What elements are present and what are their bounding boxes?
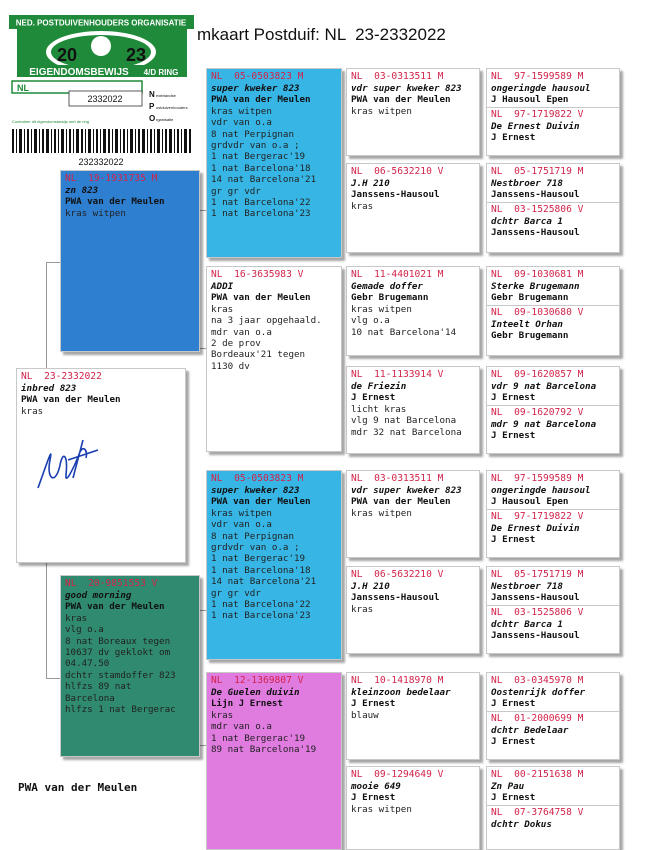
breeder-name: Gebr Brugemann bbox=[351, 292, 429, 304]
pedigree-card-g4[interactable] bbox=[486, 366, 620, 454]
pedigree-card-g3[interactable] bbox=[346, 163, 480, 253]
breeder-name: J Ernest bbox=[351, 792, 396, 804]
pigeon-name: Nestbroer 718 bbox=[491, 178, 563, 189]
breeder-name: J Ernest bbox=[351, 698, 396, 710]
pigeon-note: 1 nat Barcelona'23 bbox=[211, 610, 311, 622]
ring-number: NL 16-3635983 V bbox=[211, 269, 304, 280]
breeder-name: PWA van der Meulen bbox=[21, 394, 121, 406]
pigeon-note: 1 nat Barcelona'22 bbox=[211, 197, 311, 209]
breeder-name: Gebr Brugemann bbox=[491, 330, 569, 342]
ring-number: NL 05-0503823 M bbox=[211, 473, 304, 484]
pigeon-note: Barcelona bbox=[65, 692, 115, 704]
logo-org-name: NED. POSTDUIVENHOUDERS ORGANISATIE bbox=[15, 18, 187, 28]
pedigree-card-g3[interactable] bbox=[346, 766, 480, 850]
ring-number: NL 97-1719822 V bbox=[491, 510, 584, 522]
pedigree-card-mm[interactable] bbox=[206, 672, 342, 850]
pedigree-card-g3[interactable] bbox=[346, 68, 480, 156]
pigeon-note: kras witpen bbox=[351, 803, 412, 815]
ring-number: NL 97-1719822 V bbox=[491, 108, 584, 120]
pigeon-name: ongeringde hausoul bbox=[491, 83, 591, 94]
pigeon-note: 8 nat Perpignan bbox=[211, 530, 294, 542]
ring-number: NL 97-1599589 M bbox=[491, 71, 584, 82]
eigendomsbewijs-logo bbox=[9, 15, 194, 173]
signature bbox=[28, 430, 108, 500]
pedigree-card-g4[interactable] bbox=[486, 470, 620, 558]
pedigree-card-g3[interactable] bbox=[346, 266, 480, 356]
pigeon-note: 1 nat Bergerac'19 bbox=[211, 553, 306, 565]
pigeon-note: kras bbox=[65, 612, 88, 624]
logo-year-left: 20 bbox=[56, 45, 78, 65]
pigeon-note: 1 nat Bergerac'19 bbox=[211, 732, 306, 744]
pigeon-note: 10 nat Barcelona'14 bbox=[351, 326, 457, 338]
ring-number: NL 23-2332022 bbox=[21, 371, 102, 382]
barcode bbox=[12, 129, 191, 153]
card-divider bbox=[487, 107, 619, 108]
pedigree-card-mf[interactable] bbox=[206, 470, 342, 660]
pedigree-card-g3[interactable] bbox=[346, 366, 480, 454]
pedigree-card-g4[interactable] bbox=[486, 766, 620, 850]
breeder-name: PWA van der Meulen bbox=[211, 292, 311, 304]
pigeon-note: vlg 9 nat Barcelona bbox=[351, 415, 457, 427]
pigeon-name: Inteelt Orhan bbox=[491, 318, 563, 330]
pigeon-name: Oostenrijk doffer bbox=[491, 687, 586, 698]
pedigree-card-g3[interactable] bbox=[346, 672, 480, 760]
ring-number: NL 07-3764758 V bbox=[491, 806, 584, 818]
connector-line bbox=[46, 548, 47, 678]
pedigree-card-fm[interactable] bbox=[206, 266, 342, 452]
ring-number: NL 12-1369807 V bbox=[211, 675, 304, 686]
pigeon-note: 89 nat Barcelona'19 bbox=[211, 744, 317, 756]
breeder-name: J Ernest bbox=[491, 698, 536, 710]
pigeon-note: kras bbox=[211, 303, 234, 315]
pigeon-note: kras bbox=[351, 603, 374, 615]
pigeon-note: kras bbox=[21, 405, 44, 417]
breeder-name: J Ernest bbox=[491, 736, 536, 748]
ring-number: NL 11-4401021 M bbox=[351, 269, 444, 280]
pigeon-note: 8 nat Perpignan bbox=[211, 128, 294, 140]
pigeon-note: dchtr stamdoffer 823 bbox=[65, 669, 176, 681]
card-divider bbox=[487, 202, 619, 203]
pedigree-card-g4[interactable] bbox=[486, 672, 620, 760]
pigeon-note: Bordeaux'21 tegen bbox=[211, 349, 306, 361]
ring-number: NL 03-0345970 M bbox=[491, 675, 584, 686]
pigeon-note: blauw bbox=[351, 709, 379, 721]
logo-npo-n: ederlandse bbox=[156, 93, 176, 98]
card-divider bbox=[487, 305, 619, 306]
pigeon-note: 1 nat Bergerac'19 bbox=[211, 151, 306, 163]
pigeon-note: kras witpen bbox=[351, 303, 412, 315]
pedigree-card-father[interactable] bbox=[60, 170, 200, 352]
pigeon-name: dchtr Barca 1 bbox=[491, 215, 563, 227]
ring-number: NL 06-5632210 V bbox=[351, 569, 444, 580]
pigeon-note: 8 nat Boreaux tegen bbox=[65, 635, 171, 647]
pigeon-name: super kweker 823 bbox=[211, 83, 300, 94]
pigeon-name: super kweker 823 bbox=[211, 485, 300, 496]
pigeon-name: de Friezin bbox=[351, 381, 407, 392]
pigeon-name: Sterke Brugemann bbox=[491, 281, 580, 292]
owner-footer: PWA van der Meulen bbox=[18, 781, 138, 794]
connector-line bbox=[46, 262, 47, 372]
breeder-name: J Hausoul Epen bbox=[491, 94, 569, 106]
pigeon-name: De Guelen duivin bbox=[211, 687, 300, 698]
pigeon-name: inbred 823 bbox=[21, 383, 77, 394]
ring-number: NL 06-5632210 V bbox=[351, 166, 444, 177]
pigeon-note: hlfzs 1 nat Bergerac bbox=[65, 704, 176, 716]
pedigree-card-g4[interactable] bbox=[486, 266, 620, 356]
breeder-name: J Ernest bbox=[491, 392, 536, 404]
pigeon-note: 14 nat Barcelona'21 bbox=[211, 174, 317, 186]
pigeon-note: kras witpen bbox=[65, 207, 126, 219]
pigeon-note: 10637 dv geklokt om bbox=[65, 647, 171, 659]
pigeon-note: 1 nat Barcelona'18 bbox=[211, 564, 311, 576]
ring-number: NL 01-2000699 M bbox=[491, 712, 584, 724]
logo-npo-o: rganisatie bbox=[156, 117, 174, 122]
breeder-name: PWA van der Meulen bbox=[351, 496, 451, 508]
pigeon-note: gr gr vdr bbox=[211, 587, 261, 599]
ring-number: NL 09-1294649 V bbox=[351, 769, 444, 780]
breeder-name: Janssens-Hausoul bbox=[491, 227, 580, 239]
pedigree-card-g4[interactable] bbox=[486, 68, 620, 156]
svg-text:O: O bbox=[149, 114, 156, 123]
pigeon-note: mdr 32 nat Barcelona bbox=[351, 426, 462, 438]
pigeon-name: ADDI bbox=[211, 281, 234, 292]
pigeon-note: gr gr vdr bbox=[211, 185, 261, 197]
card-divider bbox=[487, 711, 619, 712]
pigeon-note: kras witpen bbox=[351, 105, 412, 117]
pigeon-note: 1130 dv bbox=[211, 360, 250, 372]
breeder-name: PWA van der Meulen bbox=[351, 94, 451, 106]
breeder-name: Janssens-Hausoul bbox=[491, 189, 580, 201]
ring-number: NL 05-1751719 M bbox=[491, 166, 584, 177]
breeder-name: Janssens-Hausoul bbox=[351, 189, 440, 201]
logo-graphic bbox=[9, 15, 194, 173]
breeder-name: PWA van der Meulen bbox=[65, 196, 165, 208]
breeder-name: Janssens-Hausoul bbox=[491, 592, 580, 604]
pigeon-name: dchtr Dokus bbox=[491, 818, 552, 830]
pigeon-note: 1 nat Barcelona'22 bbox=[211, 599, 311, 611]
page-title: mkaart Postduif: NL 23-2332022 bbox=[197, 25, 446, 44]
pigeon-name: De Ernest Duivin bbox=[491, 120, 580, 132]
pigeon-name: dchtr Bedelaar bbox=[491, 724, 569, 736]
pigeon-note: mdr van o.a bbox=[211, 721, 272, 733]
pigeon-note: kras witpen bbox=[211, 507, 272, 519]
ring-number: NL 09-1030681 M bbox=[491, 269, 584, 280]
ring-number: NL 19-1931735 M bbox=[65, 173, 158, 184]
ring-number: NL 09-1030680 V bbox=[491, 306, 584, 318]
pedigree-card-g4[interactable] bbox=[486, 163, 620, 253]
pigeon-note: 1 nat Barcelona'18 bbox=[211, 162, 311, 174]
pigeon-note: na 3 jaar opgehaald. bbox=[211, 315, 322, 327]
ring-number: NL 05-0503823 M bbox=[211, 71, 304, 82]
connector-line bbox=[46, 262, 60, 263]
pigeon-note: grdvdr van o.a ; bbox=[211, 140, 300, 152]
svg-text:N: N bbox=[149, 90, 155, 99]
pigeon-note: kras bbox=[351, 200, 374, 212]
breeder-name: PWA van der Meulen bbox=[65, 601, 165, 613]
pigeon-note: 04.47.50 bbox=[65, 658, 110, 670]
pigeon-note: 2 de prov bbox=[211, 338, 261, 350]
pigeon-name: dchtr Barca 1 bbox=[491, 618, 563, 630]
pigeon-name: Gemade doffer bbox=[351, 281, 423, 292]
pigeon-name: kleinzoon bedelaar bbox=[351, 687, 451, 698]
pigeon-name: J.H 210 bbox=[351, 178, 390, 189]
pigeon-note: mdr van o.a bbox=[211, 326, 272, 338]
ring-number: NL 97-1599589 M bbox=[491, 473, 584, 484]
pigeon-note: vlg o.a bbox=[65, 624, 104, 636]
pigeon-note: vlg o.a bbox=[351, 315, 390, 327]
breeder-name: J Ernest bbox=[351, 392, 396, 404]
ring-number: NL 11-1133914 V bbox=[351, 369, 444, 380]
ring-number: NL 09-1620792 V bbox=[491, 406, 584, 418]
card-divider bbox=[487, 605, 619, 606]
logo-ring-number: 2332022 bbox=[87, 94, 123, 104]
connector-line bbox=[46, 678, 60, 679]
breeder-name: PWA van der Meulen bbox=[211, 496, 311, 508]
logo-banner: EIGENDOMSBEWIJS bbox=[29, 67, 129, 78]
pigeon-name: mooie 649 bbox=[351, 781, 401, 792]
logo-country: NL bbox=[17, 83, 29, 93]
pigeon-name: Nestbroer 718 bbox=[491, 581, 563, 592]
card-divider bbox=[487, 805, 619, 806]
logo-banner-suffix: 4/D RING bbox=[143, 68, 179, 77]
pigeon-name: good morning bbox=[65, 590, 132, 601]
pigeon-note: vdr van o.a bbox=[211, 117, 272, 129]
pigeon-name: Zn Pau bbox=[491, 781, 525, 792]
pigeon-name: ongeringde hausoul bbox=[491, 485, 591, 496]
pigeon-name: zn 823 bbox=[65, 185, 99, 196]
breeder-name: J Ernest bbox=[491, 132, 536, 144]
logo-npo-p: ostduivenhouders bbox=[156, 105, 188, 110]
pigeon-name: mdr 9 nat Barcelona bbox=[491, 418, 597, 430]
breeder-name: J Ernest bbox=[491, 534, 536, 546]
pedigree-card-ff[interactable] bbox=[206, 68, 342, 258]
pigeon-note: 1 nat Barcelona'23 bbox=[211, 208, 311, 220]
pedigree-card-g4[interactable] bbox=[486, 566, 620, 654]
ring-number: NL 09-1620857 M bbox=[491, 369, 584, 380]
pigeon-note: kras witpen bbox=[351, 507, 412, 519]
pigeon-name: vdr super kweker 823 bbox=[351, 83, 462, 94]
pigeon-note: hlfzs 89 nat bbox=[65, 681, 132, 693]
logo-barcode-number: 232332022 bbox=[78, 157, 124, 167]
pedigree-card-g3[interactable] bbox=[346, 566, 480, 654]
pigeon-name: vdr super kweker 823 bbox=[351, 485, 462, 496]
breeder-name: Gebr Brugemann bbox=[491, 292, 569, 304]
breeder-name: PWA van der Meulen bbox=[211, 94, 311, 106]
ring-number: NL 03-1525806 V bbox=[491, 203, 584, 215]
ring-number: NL 10-1418970 M bbox=[351, 675, 444, 686]
ring-number: NL 03-0313511 M bbox=[351, 473, 444, 484]
pigeon-note: grdvdr van o.a ; bbox=[211, 542, 300, 554]
pedigree-card-mother[interactable] bbox=[60, 575, 200, 757]
card-divider bbox=[487, 405, 619, 406]
breeder-name: Janssens-Hausoul bbox=[491, 630, 580, 642]
pigeon-name: vdr 9 nat Barcelona bbox=[491, 381, 597, 392]
pigeon-name: De Ernest Duivin bbox=[491, 522, 580, 534]
ring-number: NL 03-1525806 V bbox=[491, 606, 584, 618]
breeder-name: Janssens-Hausoul bbox=[351, 592, 440, 604]
pigeon-name: J.H 210 bbox=[351, 581, 390, 592]
logo-year-right: 23 bbox=[125, 45, 147, 65]
ring-number: NL 20-9851553 V bbox=[65, 578, 158, 589]
pigeon-note: 14 nat Barcelona'21 bbox=[211, 576, 317, 588]
pigeon-note: kras witpen bbox=[211, 105, 272, 117]
breeder-name: Lijn J Ernest bbox=[211, 698, 283, 710]
breeder-name: J Ernest bbox=[491, 792, 536, 804]
svg-text:P: P bbox=[149, 102, 155, 111]
breeder-name: J Hausoul Epen bbox=[491, 496, 569, 508]
ring-number: NL 03-0313511 M bbox=[351, 71, 444, 82]
pigeon-note: vdr van o.a bbox=[211, 519, 272, 531]
logo-small-note: Controleer dit eigendomsbewijs met de ring bbox=[12, 119, 89, 124]
ring-number: NL 05-1751719 M bbox=[491, 569, 584, 580]
pigeon-note: licht kras bbox=[351, 403, 407, 415]
pigeon-note: kras bbox=[211, 709, 234, 721]
pedigree-card-g3[interactable] bbox=[346, 470, 480, 558]
card-divider bbox=[487, 509, 619, 510]
ring-number: NL 00-2151638 M bbox=[491, 769, 584, 780]
breeder-name: J Ernest bbox=[491, 430, 536, 442]
